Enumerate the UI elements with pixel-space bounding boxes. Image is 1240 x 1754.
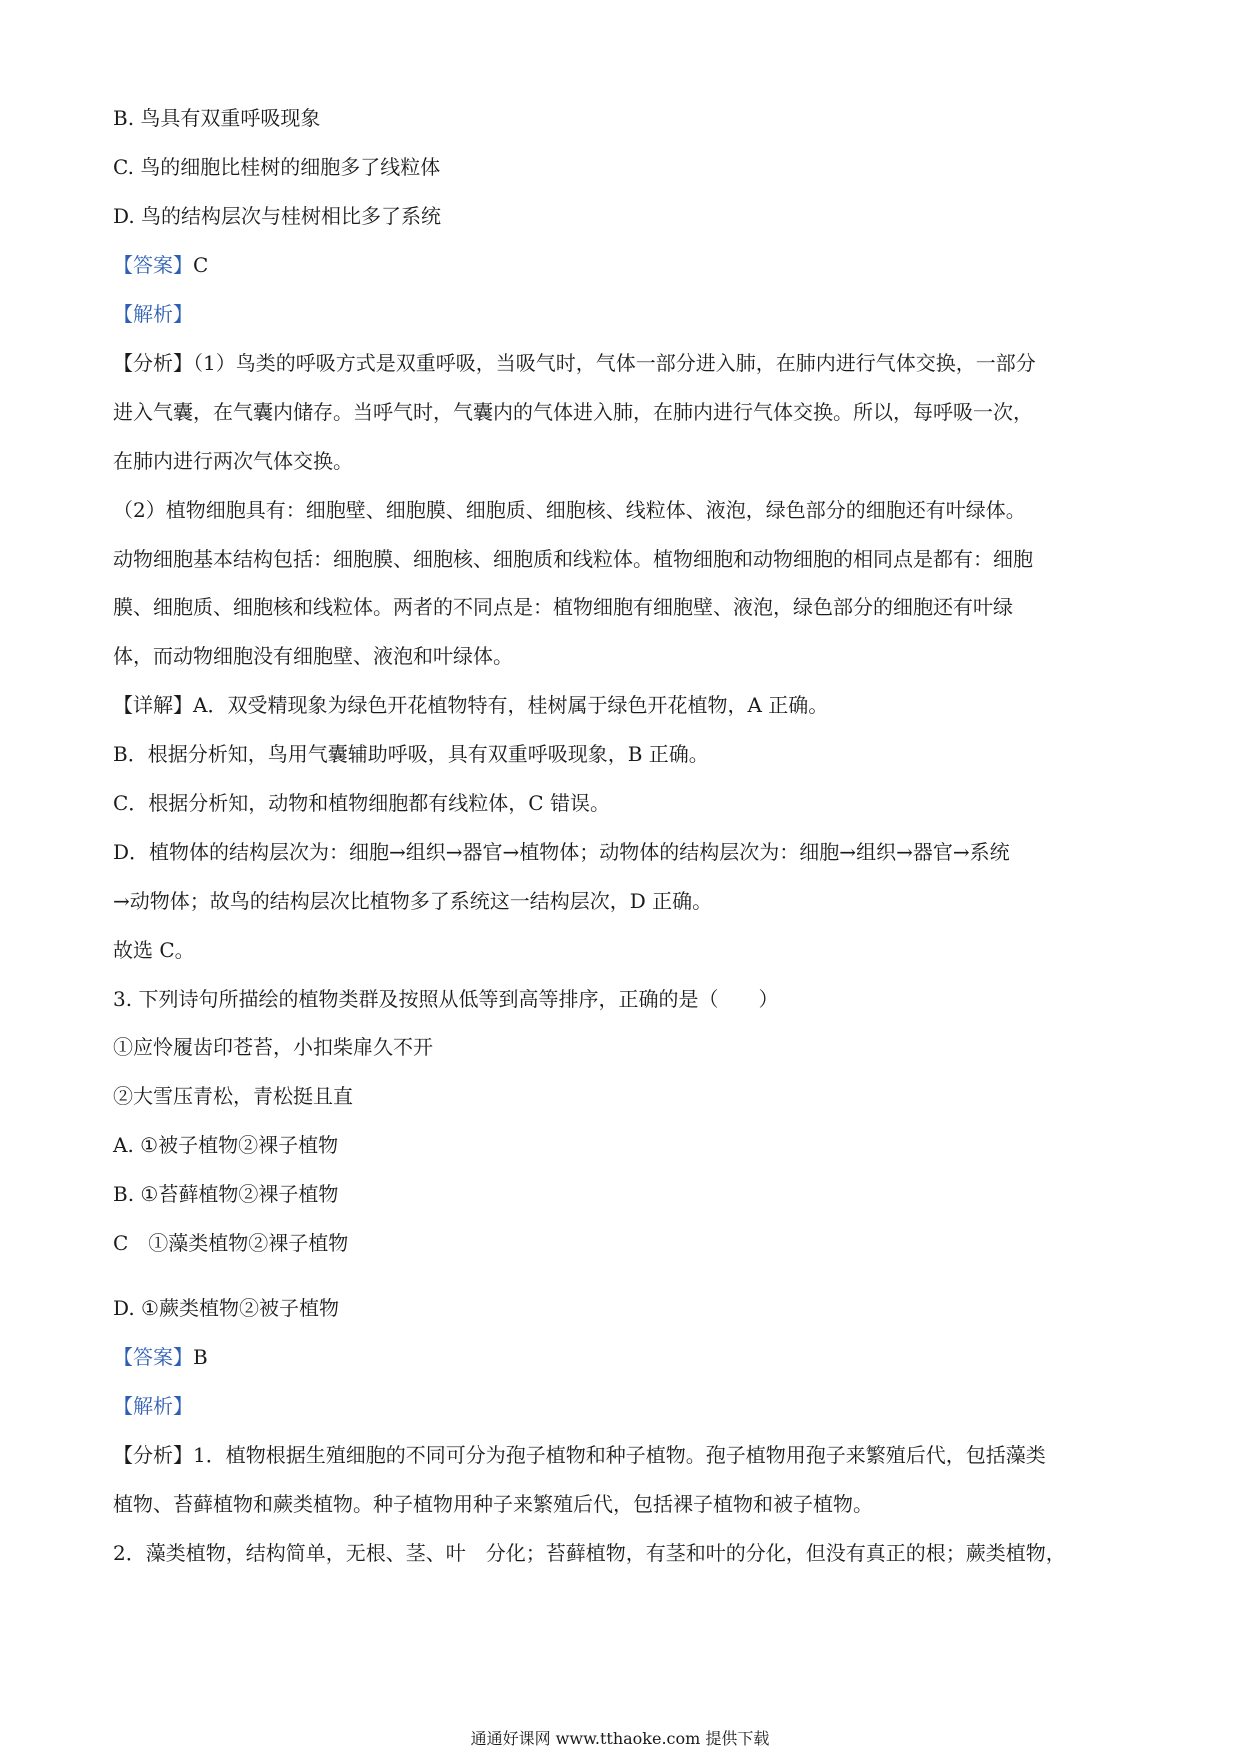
text-line: [113, 1491, 873, 1517]
line-text: B. 鸟具有双重呼吸现象: [113, 106, 321, 130]
line-text: C．根据分析知，动物和植物细胞都有线粒体，C 错误。: [113, 791, 610, 815]
text-line: [113, 839, 1010, 865]
line-text: C ①藻类植物②裸子植物: [113, 1231, 349, 1255]
line-text: 3. 下列诗句所描绘的植物类群及按照从低等到高等排序，正确的是（ ）: [113, 987, 779, 1011]
text-line: [113, 1442, 1046, 1468]
line-text: B. ①苔藓植物②裸子植物: [113, 1182, 339, 1206]
line-text: 进入气囊，在气囊内储存。当呼气时，气囊内的气体进入肺，在肺内进行气体交换。所以，每呼吸一次，: [113, 400, 1033, 424]
line-text: 【分析】（1）鸟类的呼吸方式是双重呼吸，当吸气时，气体一部分进入肺，在肺内进行气体交换，一部分: [113, 351, 1036, 375]
text-line: [113, 741, 709, 767]
line-text: A. ①被子植物②裸子植物: [113, 1133, 339, 1157]
text-line: [113, 301, 193, 327]
line-text: B．根据分析知，鸟用气囊辅助呼吸，具有双重呼吸现象，B 正确。: [113, 742, 709, 766]
text-line: [113, 497, 1026, 523]
line-text: ①应怜履齿印苍苔，小扣柴扉久不开: [113, 1035, 433, 1059]
text-line: [113, 790, 610, 816]
text-line: [113, 1230, 348, 1256]
line-text: 膜、细胞质、细胞核和线粒体。两者的不同点是：植物细胞有细胞壁、液泡，绿色部分的细胞还有叶绿: [113, 595, 1013, 619]
text-line: [113, 546, 1033, 572]
text-line: [113, 888, 712, 914]
line-text: 故选 C。: [113, 938, 195, 962]
text-line: [113, 252, 208, 278]
line-text: B: [193, 1345, 208, 1369]
text-line: [113, 643, 513, 669]
text-line: [113, 448, 353, 474]
text-line: [113, 986, 778, 1012]
line-text: D. 鸟的结构层次与桂树相比多了系统: [113, 204, 442, 228]
line-text: 【分析】1．植物根据生殖细胞的不同可分为孢子植物和种子植物。孢子植物用孢子来繁殖后代，包括藻类: [113, 1443, 1046, 1467]
line-text: D. ①蕨类植物②被子植物: [113, 1296, 339, 1320]
text-line: [113, 937, 195, 963]
text-line: [113, 399, 1033, 425]
line-text: 体，而动物细胞没有细胞壁、液泡和叶绿体。: [113, 644, 513, 668]
text-line: [113, 154, 440, 180]
text-line: [113, 1393, 193, 1419]
line-text: （2）植物细胞具有：细胞壁、细胞膜、细胞质、细胞核、线粒体、液泡，绿色部分的细胞还有叶绿体。: [113, 498, 1026, 522]
line-text: 【详解】A．双受精现象为绿色开花植物特有，桂树属于绿色开花植物，A 正确。: [113, 693, 829, 717]
line-text: 2．藻类植物，结构简单，无根、茎、叶 分化；苔藓植物，有茎和叶的分化，但没有真正的根；蕨类植物，: [113, 1541, 1066, 1565]
text-line: [113, 1181, 338, 1207]
line-text: 动物细胞基本结构包括：细胞膜、细胞核、细胞质和线粒体。植物细胞和动物细胞的相同点是都有：细胞: [113, 547, 1033, 571]
line-text: 在肺内进行两次气体交换。: [113, 449, 353, 473]
text-line: [113, 594, 1013, 620]
text-line: [113, 203, 441, 229]
section-tag: 【解析】: [113, 1394, 193, 1418]
line-text: 植物、苔藓植物和蕨类植物。种子植物用种子来繁殖后代，包括裸子植物和被子植物。: [113, 1492, 873, 1516]
line-text: D．植物体的结构层次为：细胞→组织→器官→植物体；动物体的结构层次为：细胞→组织→器官→系统: [113, 840, 1010, 864]
page-footer: 通通好课网 www.tthaoke.com 提供下载: [470, 1729, 770, 1748]
text-line: [113, 105, 320, 131]
text-line: [113, 1034, 433, 1060]
text-line: [113, 692, 828, 718]
line-text: C: [193, 253, 209, 277]
line-text: C. 鸟的细胞比桂树的细胞多了线粒体: [113, 155, 441, 179]
text-line: [113, 1295, 339, 1321]
text-line: [113, 1540, 1066, 1566]
line-text: →动物体；故鸟的结构层次比植物多了系统这一结构层次，D 正确。: [113, 889, 713, 913]
text-line: [113, 1132, 338, 1158]
section-tag: 【答案】: [113, 253, 193, 277]
text-line: [113, 350, 1036, 376]
line-text: ②大雪压青松，青松挺且直: [113, 1084, 353, 1108]
section-tag: 【答案】: [113, 1345, 193, 1369]
text-line: [113, 1344, 208, 1370]
text-line: [113, 1083, 353, 1109]
section-tag: 【解析】: [113, 302, 193, 326]
